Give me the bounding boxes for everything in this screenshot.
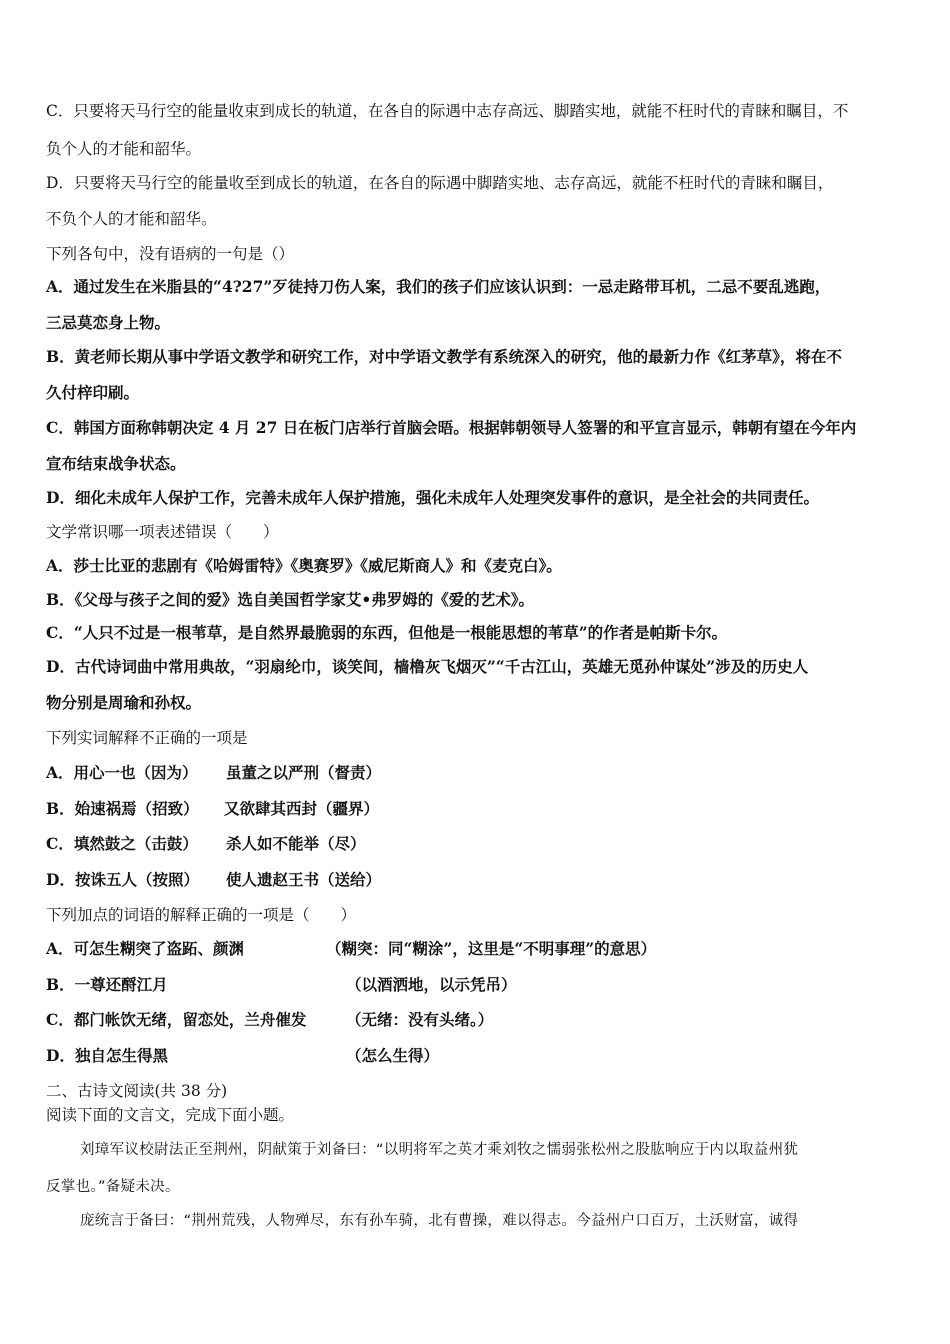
q3-option-b: B．《父母与孩子之间的爱》选自美国哲学家艾•弗罗姆的《爱的艺术》。 — [46, 590, 535, 609]
q5-option-c — [46, 1009, 910, 1031]
q5-option-d — [46, 1045, 910, 1067]
q4-option-c-left: C．填然鼓之（击鼓） — [46, 834, 198, 853]
q4-option-c — [46, 833, 910, 855]
q4-option-a-right: 虽董之以严刑（督责） — [226, 763, 382, 782]
q2-option-d-line1: D．细化未成年人保护工作，完善未成年人保护措施，强化未成年人处理突发事件的意识，是全社会的共同责任。 — [46, 488, 819, 507]
q4-option-b-left: B．始速祸焉（招致） — [46, 799, 199, 818]
passage-p1-line2: 反掌也。”备疑未决。 — [46, 1179, 180, 1195]
q2-option-a-line2: 三忌莫恋身上物。 — [46, 313, 171, 332]
q3-stem: 文学常识哪一项表述错误（ ） — [46, 523, 279, 541]
q5-option-b — [46, 974, 910, 996]
q2-option-c-line2: 宣布结束战争状态。 — [46, 454, 186, 473]
q3-option-c: C．“人只不过是一根苇草，是自然界最脆弱的东西，但他是一根能思想的苇草”的作者是帕斯卡尔。 — [46, 623, 728, 642]
q3-option-d-line1: D．古代诗词曲中常用典故，“羽扇纶巾，谈笑间，樯橹灰飞烟灭”“千古江山，英雄无觅孙仲谋处”涉及的历史人 — [46, 657, 809, 676]
q5-stem: 下列加点的词语的解释正确的一项是（ ） — [46, 906, 357, 924]
q5-option-d-right: （怎么生得） — [346, 1046, 440, 1065]
prev-option-c-line1: C．只要将天马行空的能量收束到成长的轨道，在各自的际遇中志存高远、脚踏实地，就能不枉时代的青睐和瞩目，不 — [46, 102, 849, 120]
q4-option-d — [46, 869, 910, 891]
q4-option-c-right: 杀人如不能举（尽） — [226, 834, 366, 853]
q5-option-b-right: （以酒洒地，以示凭吊） — [346, 975, 517, 994]
q3-option-a: A．莎士比亚的悲剧有《哈姆雷特》《奥赛罗》《威尼斯商人》和《麦克白》。 — [46, 556, 562, 575]
q2-option-c-line1: C．韩国方面称韩朝决定 4 月 27 日在板门店举行首脑会晤。根据韩朝领导人签署的和平宣言显示，韩朝有望在今年内 — [46, 418, 857, 437]
q5-option-d-left: D．独自怎生得黑 — [46, 1046, 168, 1065]
passage-p1-line1: 刘璋军议校尉法正至荆州，阴献策于刘备曰：“以明将军之英才乘刘牧之懦弱张松州之股肱响应于内以取益州犹 — [80, 1142, 799, 1158]
q2-option-b-line1: B．黄老师长期从事中学语文教学和研究工作，对中学语文教学有系统深入的研究，他的最新力作《红茅草》，将在不 — [46, 347, 842, 366]
q4-stem: 下列实词解释不正确的一项是 — [46, 729, 248, 747]
section2-heading: 二、古诗文阅读(共 38 分) — [46, 1082, 228, 1100]
prev-option-c-line2: 负个人的才能和韶华。 — [46, 140, 202, 158]
q5-option-a — [46, 938, 910, 960]
section2-instruction: 阅读下面的文言文，完成下面小题。 — [46, 1106, 295, 1124]
prev-option-d-line2: 不负个人的才能和韶华。 — [46, 210, 217, 228]
passage-p2-line1: 庞统言于备曰：“荆州荒残，人物殚尽，东有孙车骑，北有曹操，难以得志。今益州户口百万，土沃财富，诚得 — [80, 1213, 799, 1229]
q4-option-d-left: D．按诛五人（按照） — [46, 870, 199, 889]
q2-option-b-line2: 久付梓印刷。 — [46, 383, 140, 402]
q5-option-b-left: B．一尊还酹江月 — [46, 975, 168, 994]
q5-option-a-left: A．可怎生糊突了盗跖、颜渊 — [46, 939, 245, 958]
q4-option-a — [46, 762, 910, 784]
prev-option-d-line1: D．只要将天马行空的能量收至到成长的轨道，在各自的际遇中脚踏实地、志存高远，就能不枉时代的青睐和瞩目， — [46, 174, 834, 192]
q2-stem: 下列各句中，没有语病的一句是（） — [46, 245, 295, 263]
q4-option-b-right: 又欲肆其西封（疆界） — [224, 799, 380, 818]
q4-option-d-right: 使人遗赵王书（送给） — [226, 870, 382, 889]
q4-option-a-left: A．用心一也（因为） — [46, 763, 198, 782]
q3-option-d-line2: 物分别是周瑜和孙权。 — [46, 693, 202, 712]
q4-option-b — [46, 798, 910, 820]
q2-option-a-line1: A．通过发生在米脂县的“4?27”歹徒持刀伤人案，我们的孩子们应该认识到：一忌走路带耳机，二忌不要乱逃跑， — [46, 277, 831, 296]
q5-option-a-right: （糊突：同“糊涂”，这里是“不明事理”的意思） — [326, 939, 657, 958]
q5-option-c-left: C．都门帐饮无绪，留恋处，兰舟催发 — [46, 1010, 307, 1029]
q5-option-c-right: （无绪：没有头绪。） — [346, 1010, 494, 1029]
